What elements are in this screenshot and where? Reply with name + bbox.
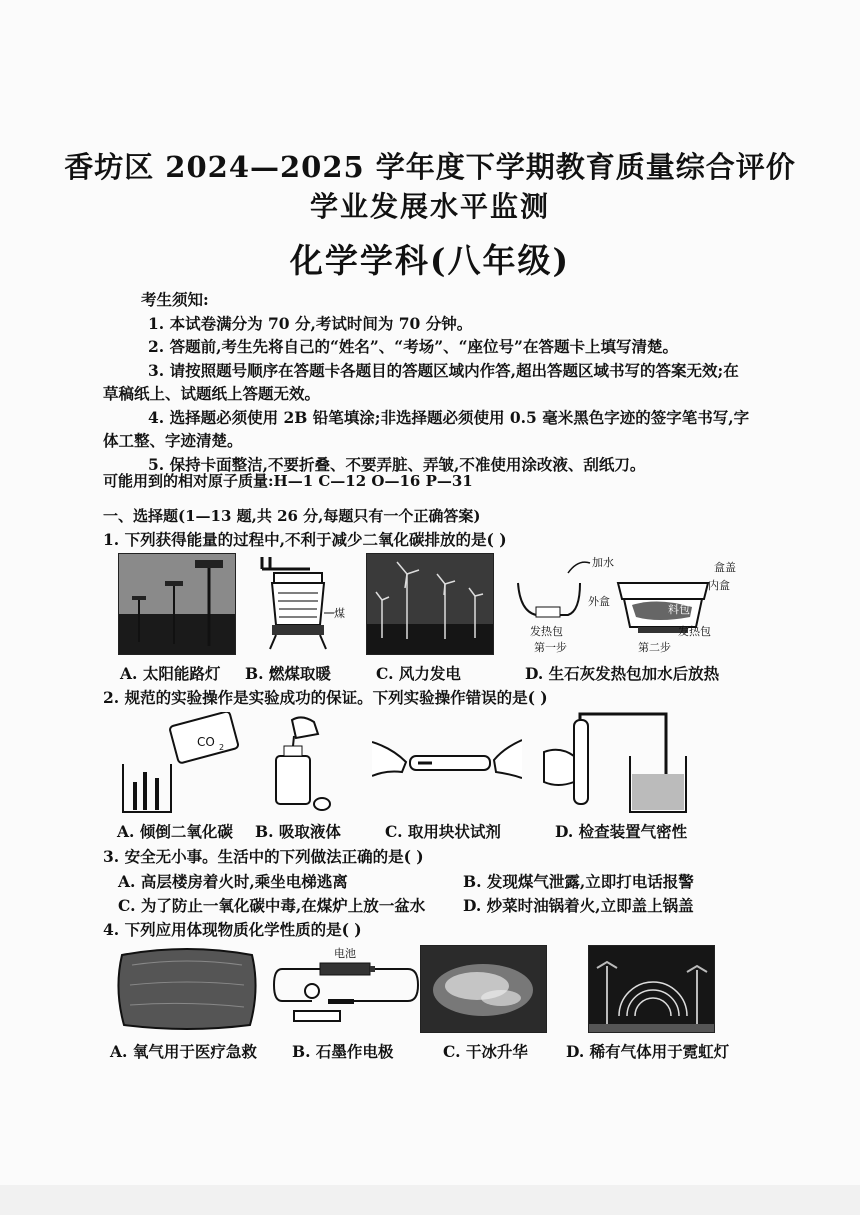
q1-option-a: A. 太阳能路灯 xyxy=(120,664,221,683)
food-pack-label: 料包 xyxy=(668,603,690,616)
notice-item: 3. 请按照题号顺序在答题卡各题目的答题区域内作答,超出答题区域书写的答案无效;在草稿纸上、试题纸上答题无效。 xyxy=(103,360,739,403)
q3-option-a: A. 高层楼房着火时,乘坐电梯逃离 xyxy=(118,872,348,891)
coal-label: 煤 xyxy=(334,607,345,620)
q3-option-d: D. 炒菜时油锅着火,立即盖上锅盖 xyxy=(463,896,694,915)
notice-item: 5. 保持卡面整洁,不要折叠、不要弄脏、弄皱,不准使用涂改液、刮纸刀。 xyxy=(148,454,646,474)
outer-box-label: 外盒 xyxy=(588,595,610,608)
q2-option-c: C. 取用块状试剂 xyxy=(385,822,501,841)
test-tube-solid-drawing xyxy=(372,712,522,816)
dry-ice-photo xyxy=(420,945,547,1033)
q1-option-b: B. 燃煤取暖 xyxy=(245,664,331,683)
wind-power-photo xyxy=(366,553,494,655)
q4-option-d: D. 稀有气体用于霓虹灯 xyxy=(566,1042,730,1061)
coal-stove-drawing xyxy=(248,553,348,653)
q2-option-d: D. 检查装置气密性 xyxy=(555,822,688,841)
question-4-stem: 4. 下列应用体现物质化学性质的是( ) xyxy=(103,920,362,939)
page-bottom-edge xyxy=(0,1185,860,1215)
q2-option-b: B. 吸取液体 xyxy=(255,822,341,841)
exam-notice xyxy=(103,288,753,476)
q2-option-a: A. 倾倒二氧化碳 xyxy=(117,822,233,841)
pour-co2-drawing xyxy=(115,712,250,816)
heat-pack-label-2: 发热包 xyxy=(678,625,711,638)
exam-title-line2: 学业发展水平监测 xyxy=(309,190,550,223)
co2-label: CO xyxy=(197,735,215,749)
notice-item: 4. 选择题必须使用 2B 铅笔填涂;非选择题必须使用 0.5 毫米黑色字迹的签字笔书写,字体工整、字迹清楚。 xyxy=(103,407,750,450)
section-heading: 一、选择题(1—13 题,共 26 分,每题只有一个正确答案) xyxy=(103,507,481,525)
oxygen-bag-drawing xyxy=(112,945,262,1031)
battery-label: 电池 xyxy=(334,947,356,960)
heat-pack-label-1: 发热包 xyxy=(530,625,563,638)
q4-option-a: A. 氧气用于医疗急救 xyxy=(110,1042,257,1061)
notice-item: 1. 本试卷满分为 70 分,考试时间为 70 分钟。 xyxy=(148,313,473,333)
dropper-drawing xyxy=(262,712,342,816)
q1-option-d: D. 生石灰发热包加水后放热 xyxy=(525,664,720,683)
exam-title-line1: 香坊区 2024—2025 学年度下学期教育质量综合评价 xyxy=(64,150,796,184)
airtightness-drawing xyxy=(540,712,690,816)
notice-item: 2. 答题前,考生先将自己的“姓名”、“考场”、“座位号”在答题卡上填写清楚。 xyxy=(148,337,678,356)
notice-heading: 考生须知: xyxy=(141,290,209,309)
solar-street-lamp-photo xyxy=(118,553,236,655)
graphite-electrode-circuit xyxy=(272,945,420,1031)
step2-label: 第二步 xyxy=(638,641,671,654)
question-3-stem: 3. 安全无小事。生活中的下列做法正确的是( ) xyxy=(103,847,424,866)
heating-pack-diagram xyxy=(508,553,748,657)
q3-option-c: C. 为了防止一氧化碳中毒,在煤炉上放一盆水 xyxy=(118,896,426,915)
inner-box-label: 内盒 xyxy=(708,579,730,592)
q1-option-c: C. 风力发电 xyxy=(376,664,461,683)
co2-subscript: 2 xyxy=(219,743,225,752)
q3-option-b: B. 发现煤气泄露,立即打电话报警 xyxy=(463,872,694,891)
q4-option-b: B. 石墨作电极 xyxy=(292,1042,394,1061)
atomic-mass-line: 可能用到的相对原子质量:H—1 C—12 O—16 P—31 xyxy=(103,472,473,490)
step1-label: 第一步 xyxy=(534,641,567,654)
q4-option-c: C. 干冰升华 xyxy=(443,1042,528,1061)
question-1-stem: 1. 下列获得能量的过程中,不利于减少二氧化碳排放的是( ) xyxy=(103,530,507,549)
question-2-stem: 2. 规范的实验操作是实验成功的保证。下列实验操作错误的是( ) xyxy=(103,688,548,707)
neon-lights-photo xyxy=(588,945,715,1033)
lid-label: 盒盖 xyxy=(714,561,736,574)
subject-title: 化学学科(八年级) xyxy=(289,241,571,280)
add-water-label: 加水 xyxy=(592,556,614,569)
